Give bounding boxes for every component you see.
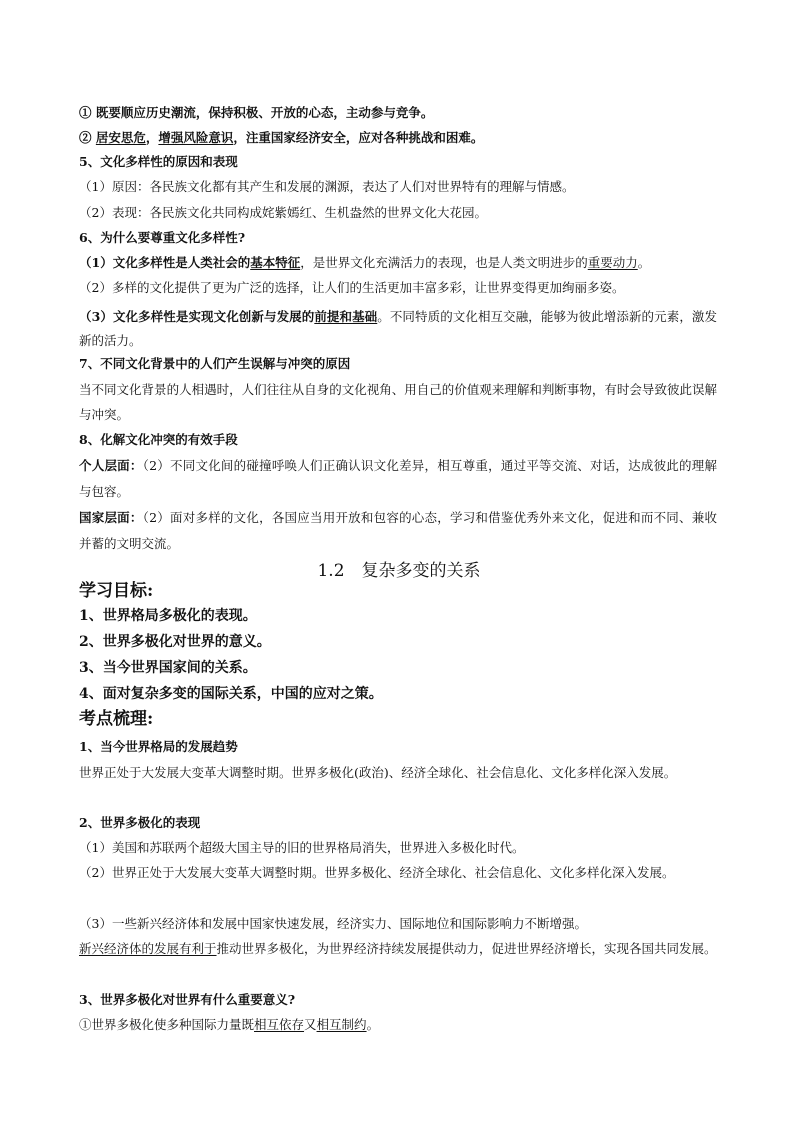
section-8-personal: 个人层面：（2）不同文化间的碰撞呼唤人们正确认识文化差异，相互尊重，通过平等交流、对话，达成彼此的理解与包容。 [79,458,717,499]
section-5-manifestation: （2）表现：各民族文化共同构成姹紫嫣红、生机盎然的世界文化大花园。 [79,205,487,220]
intro-line-2: ② 居安思危，增强风险意识，注重国家经济安全，应对各种挑战和困难。 [79,130,484,145]
goal-item-1: 1、世界格局多极化的表现。 [79,608,257,624]
point-3-heading: 3、世界多极化对世界有什么重要意义? [79,992,296,1007]
section-6-point-2: （2）多样的文化提供了更为广泛的选择，让人们的生活更加丰富多彩，让世界变得更加绚丽多姿。 [79,280,625,295]
point-2-item-3: （3）一些新兴经济体和发展中国家快速发展，经济实力、国际地位和国际影响力不断增强。 [79,916,587,931]
point-2-item-1: （1）美国和苏联两个超级大国主导的旧的世界格局消失，世界进入多极化时代。 [79,840,525,855]
goal-item-4: 4、面对复杂多变的国际关系，中国的应对之策。 [79,686,383,702]
section-5-heading: 5、文化多样性的原因和表现 [79,154,238,169]
section-7-text: 当不同文化背景的人相遇时，人们往往从自身的文化视角、用自己的价值观来理解和判断事物，有时会导致彼此误解与冲突。 [79,382,717,422]
point-1-text: 世界正处于大发展大变革大调整时期。世界多极化(政治)、经济全球化、社会信息化、文化多样化深入发展。 [79,765,677,780]
intro-line-1: ① 既要顺应历史潮流，保持积极、开放的心态，主动参与竞争。 [79,105,434,120]
section-6-point-1: （1）文化多样性是人类社会的基本特征，是世界文化充满活力的表现，也是人类文明进步的重要动力。 [79,255,651,270]
point-3-item-1: ①世界多极化使多种国际力量既相互依存又相互制约。 [79,1017,380,1032]
point-1-heading: 1、当今世界格局的发展趋势 [79,739,238,754]
goals-heading: 学习目标: [79,581,154,601]
goal-item-2: 2、世界多极化对世界的意义。 [79,634,271,650]
section-8-heading: 8、化解文化冲突的有效手段 [79,432,238,447]
section-5-reason: （1）原因：各民族文化都有其产生和发展的渊源，表达了人们对世界特有的理解与情感。 [79,179,575,194]
section-8-national: 国家层面：（2）面对多样的文化，各国应当用开放和包容的心态，学习和借鉴优秀外来文化，促进和而不同、兼收并蓄的文明交流。 [79,510,717,551]
section-7-heading: 7、不同文化背景中的人们产生误解与冲突的原因 [79,356,351,371]
point-2-heading: 2、世界多极化的表现 [79,815,201,830]
point-2-item-4: 新兴经济体的发展有利于推动世界多极化，为世界经济持续发展提供动力，促进世界经济增长，实现各国共同发展。 [79,941,717,956]
point-2-item-2: （2）世界正处于大发展大变革大调整时期。世界多极化、经济全球化、社会信息化、文化多样化深入发展。 [79,865,675,880]
section-6-heading: 6、为什么要尊重文化多样性? [79,230,246,245]
section-6-point-3: （3）文化多样性是实现文化创新与发展的前提和基础。不同特质的文化相互交融，能够为彼此增添新的元素，激发新的活力。 [79,309,717,348]
points-heading: 考点梳理: [79,709,154,729]
lesson-title: 1.2 复杂多变的关系 [317,561,481,581]
goal-item-3: 3、当今世界国家间的关系。 [79,660,257,676]
